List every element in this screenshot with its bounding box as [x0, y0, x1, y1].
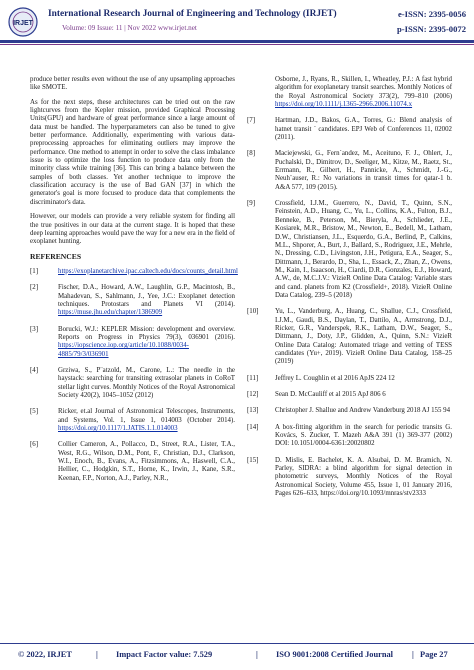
reference-text: Grziwa, S., P¨atzold, M., Carone, L.: The needle in the haystack: searching for transiting extrasolar planets in CoRoT stellar light curves. Monthly Notices of the Royal Astronomical Society 420(2), 1045–1052 (2012) [58, 366, 235, 399]
footer-impact-factor: Impact Factor value: 7.529 [116, 650, 213, 659]
reference-item [247, 150, 452, 192]
journal-title: International Research Journal of Engineering and Technology (IRJET) [48, 9, 337, 19]
footer-iso: ISO 9001:2008 Certified Journal [276, 650, 394, 659]
footer-separator: | [96, 650, 98, 659]
reference-text: Maciejewski, G., Fern´andez, M., Aceituno, F. J., Ohlert, J., Puchalski, D., Dimitrov, D., Seeliger, M., Kitze, M., Raetz, St., Errmann, R., Gilbert, H., Pannicke, A., Schmidt, J.-G., Neuh¨auser, R.: No variations in transit times for qatar-1 b. A&A 577, 109 (2015). [275, 150, 452, 191]
body-paragraph: However, our models can provide a very reliable system for finding all the true positives in our data at the current stage. It is hoped that these deep learning approaches would pave the way for a new era in the field of exoplanet hunting. [30, 213, 235, 246]
footer-copyright: © 2022, IRJET [18, 650, 72, 659]
e-issn: e-ISSN: 2395-0056 [397, 9, 466, 19]
references-heading: REFERENCES [30, 251, 82, 261]
reference-item [30, 408, 235, 433]
reference-text: D. Mislis, E. Bachelet, K. A. Alsubai, D. M. Bramich, N. Parley, SIDRA: a blind algorithm for signal detection in photometric surveys, Monthly Notices of the Royal Astronomical Society, Volume 455, Issue 1, 01 January 2016, Pages 626–633, https://doi.org/10.1093/mnras/stv2333 [275, 456, 452, 498]
reference-item [30, 441, 235, 483]
reference-continuation [247, 76, 452, 109]
reference-item [30, 326, 235, 359]
reference-text: Collier Cameron, A., Pollacco, D., Street, R.A., Lister, T.A., West, R.G., Wilson, D.M., Pont, F., Christian, D.J., Clarkson, W.I., Enoch, B., Evans, A., Fitzsimmons, A., Haswell, C.A., Hellier, C., Hodgkin, S.T., Horne, K., Irwin, J., Kane, S.R., Keenan, F.P., Norton, A.J., Parley, N.R., [58, 441, 235, 482]
reference-text: Hartman, J.D., Bakos, G.A., Torres, G.: Blend analysis of hatnet transit ´ candidates. EPJ Web of Conferences 11, 02002 (2011). [275, 117, 452, 142]
reference-text: Sean D. McCauliff et al 2015 ApJ 806 6 [275, 391, 386, 398]
reference-number: [14] [247, 423, 259, 431]
reference-number: [9] [247, 200, 256, 208]
reference-link[interactable]: https://exoplanetarchive.ipac.caltech.edu/docs/counts_detail.html [58, 267, 238, 275]
reference-item [30, 284, 235, 317]
reference-number: [7] [247, 117, 256, 125]
reference-number: [10] [247, 308, 259, 316]
reference-link[interactable]: https://doi.org/10.1111/j.1365-2966.2006.11074.x [275, 101, 413, 109]
reference-number: [5] [30, 408, 39, 416]
reference-number: [6] [30, 441, 39, 449]
reference-number: [11] [247, 374, 259, 382]
reference-item [247, 308, 452, 366]
reference-item [247, 391, 452, 399]
reference-text: Ricker, et.al Journal of Astronomical Telescopes, Instruments, and Systems, Vol. 1, Issue 1, 014003 (October 2014). [58, 408, 235, 424]
reference-number: [12] [247, 391, 259, 398]
p-issn: p-ISSN: 2395-0072 [397, 24, 466, 34]
reference-text: Osborne, J., Ryans, R., Skillen, I., Wheatley, P.J.: A fast hybrid algorithm for exoplanetary transit searches. Monthly Notices of the Royal Astronomical Society 373(2), 799–810 (2006) [275, 76, 452, 100]
reference-number: [3] [30, 325, 39, 333]
right-column [247, 76, 452, 506]
reference-item [247, 407, 452, 415]
reference-number: [15] [247, 456, 259, 464]
reference-text: Crossfield, I.J.M., Guerrero, N., David, T., Quinn, S.N., Feinstein, A.D., Huang, C., Yu, L., Collins, K.A., Fulton, B.J., Benneke, B., Peterson, M., Bieryla, A., Schlieder, J.E., Kosiarek, M.R., Bristow, M., Newton, E., Bedell, M., Latham, D.W., Christiansen, J.L., Esquerdo, G.A., Berlind, P., Calkins, M.L., Shporer, A., Burt, J., Ballard, S., Rodriguez, J.E., Mehrle, N., Dressing, C.D., Livingston, J.H., Petigura, E.A., Seager, S., Dittmann, J., Berardo, D., Sha, L., Essack, Z., Zhan, Z., Owens, M., Kain, I., Isaacson, H., Ciardi, D.R., Gonzales, E.J., Howard, A.W., de, M.C.J.V.: VizieR Online Data Catalog: Variable stars and cand. planets from K2 (Crossfield+, 2018). VizieR Online Data Catalog, 239–5 (2018) [275, 200, 452, 299]
reference-item [247, 117, 452, 142]
reference-text: Christopher J. Shallue and Andrew Vanderburg 2018 AJ 155 94 [275, 407, 451, 415]
reference-text: Fischer, D.A., Howard, A.W., Laughlin, G.P., Macintosh, B., Mahadevan, S., Sahlmann, J., Yee, J.C.: Exoplanet detection techniques. Protostars and Planets VI (2014). [58, 284, 235, 308]
reference-number: [2] [30, 284, 39, 292]
reference-link[interactable]: https://iopscience.iop.org/article/10.1088/0034-4885/79/3/036901 [58, 342, 189, 358]
reference-text: A box-fitting algorithm in the search for periodic transits G. Kovács, S. Zucker, T. Mazeh A&A 391 (1) 369-377 (2002) DOI: 10.1051/0004-6361:20020802 [275, 423, 452, 448]
irjet-logo-icon [8, 7, 38, 37]
reference-number: [8] [247, 150, 256, 158]
header-rule [0, 40, 474, 43]
reference-item [247, 457, 452, 499]
logo-text: IRJET [13, 20, 33, 27]
reference-item [30, 367, 235, 400]
footer-page-number: Page 27 [420, 650, 448, 659]
reference-text: Borucki, W.J.: KEPLER Mission: development and overview. Reports on Progress in Physics 79(3), 036901 (2016). [58, 325, 235, 341]
footer-rule [0, 643, 474, 644]
page-header [0, 0, 474, 64]
reference-item [30, 267, 238, 276]
reference-link[interactable]: https://doi.org/10.1117/1.JATIS.1.1.014003 [58, 425, 178, 433]
reference-link[interactable]: https://muse.jhu.edu/chapter/1386909 [58, 309, 163, 317]
header-rule-secondary [0, 44, 474, 45]
body-paragraph: As for the next steps, these architectures can be tried out on the raw lightcurves from the Kepler mission, provided Graphical Processing Units(GPU) and hardware of great performance since a large amount of data must be handled. The hyperparameters can also be tuned to give better performance. Additionally, experimenting with various data-preprocessing approaches for eliminating outliers may improve the performance. One method to attempt in order to solve the class imbalance issue is to optimize the loss function to produce data only from the minority class while training [36]. This can bring a balance between the samples of both classes. Yet another technique to improve the classification accuracy is the use of Bad GAN [37] in which the generator's goal is more focused to produce data that complements the discriminator's data. [30, 98, 235, 206]
reference-item [247, 375, 452, 383]
reference-text: Yu, L., Vanderburg, A., Huang, C., Shallue, C.J., Crossfield, I.J.M., Gaudi, B.S., Daylan, T., Dattilo, A., Armstrong, D.J., Ricker, G.R., Vanderspek, R.K., Latham, D.W., Seager, S., Dittmann, J., Doty, J.P., Glidden, A., Quinn, S.N.: VizieR Online Data Catalog: Automated triage and vetting of TESS candidates (Yu+, 2019). VizieR Online Data Catalog, 158–25 (2019) [275, 308, 452, 366]
reference-text: Jeffrey L. Coughlin et al 2016 ApJS 224 12 [275, 374, 395, 382]
reference-number: [13] [247, 407, 259, 415]
volume-issue-line: Volume: 09 Issue: 11 | Nov 2022 www.irjet.net [62, 24, 197, 32]
reference-item [247, 424, 452, 449]
footer-separator: | [256, 650, 258, 659]
left-column [30, 76, 238, 491]
footer-separator: | [412, 650, 414, 659]
reference-item [247, 200, 452, 300]
reference-number: [1] [30, 267, 39, 275]
body-paragraph: produce better results even without the use of any upsampling approaches like SMOTE. [30, 76, 235, 92]
reference-number: [4] [30, 366, 39, 374]
